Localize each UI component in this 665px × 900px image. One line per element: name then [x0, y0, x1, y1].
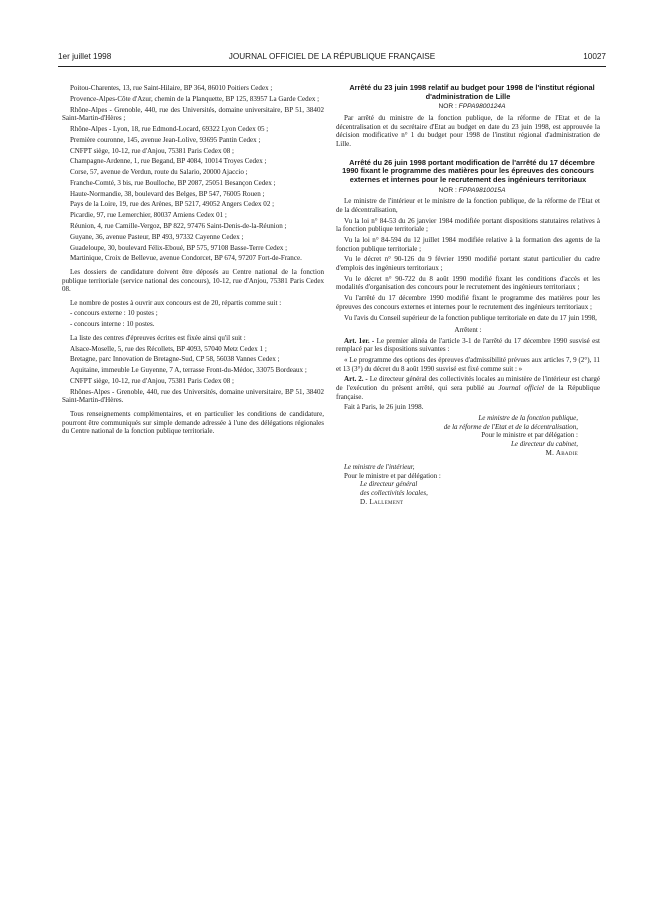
postes-intro: Le nombre de postes à ouvrir aux concours est de 20, répartis comme suit :	[70, 298, 282, 307]
address-item: Rhône-Alpes - Grenoble, 440, rue des Universités, domaine universitaire, BP 51, 38402 Saint-Martin-d'Hères ;	[62, 105, 324, 123]
article-2	[336, 375, 600, 401]
article-2-journal: Journal officiel	[498, 384, 544, 393]
postes-item: - concours interne : 10 postes.	[70, 320, 155, 329]
signature-1-pour: Pour le ministre et par délégation :	[481, 431, 578, 440]
article-2-end: de la République française.	[336, 384, 600, 401]
centre-item: Bretagne, parc Innovation de Bretagne-Sud, CP 58, 56038 Vannes Cedex ;	[70, 355, 280, 364]
address-item: Poitou-Charentes, 13, rue Saint-Hilaire, BP 364, 86010 Poitiers Cedex ;	[70, 84, 273, 92]
header-page-number: 10027	[583, 52, 606, 61]
address-item: Pays de la Loire, 19, rue des Arènes, BP 5217, 49052 Angers Cedex 02 ;	[70, 200, 275, 209]
article-1-quote: « Le programme des options des épreuves d'admissibilité prévues aux articles 7, 9 (2°), 11 et 13 (3°) du décret du 8 août 1990 susvisé est fixé comme suit : »	[336, 356, 600, 373]
signature-2-role: Le directeur général	[360, 480, 418, 489]
signature-1-line: de la réforme de l'Etat et de la décentralisation,	[443, 422, 578, 431]
arrete2-preamble: Le ministre de l'intérieur et le ministre de la fonction publique, de la réforme de l'Etat et de la décentralisation,	[336, 197, 600, 214]
address-item: Réunion, 4, rue Camille-Vergoz, BP 822, 97476 Saint-Denis-de-la-Réunion ;	[70, 221, 287, 230]
centre-item: CNFPT siège, 10-12, rue d'Anjou, 75381 Paris Cedex 08 ;	[70, 376, 234, 385]
centre-item: Alsace-Moselle, 5, rue des Récollets, BP 4093, 57040 Metz Cedex 1 ;	[70, 344, 267, 353]
signature-block-1	[336, 414, 600, 457]
nor-label: NOR :	[438, 103, 457, 111]
article-1	[336, 337, 600, 354]
visa-item: Vu l'arrêté du 17 décembre 1990 modifié fixant le programme des matières pour les épreuves des concours externes et internes pour le recrutement des ingénieurs territoriaux ;	[336, 294, 600, 311]
signature-1-role: Le directeur du cabinet,	[510, 440, 578, 448]
address-item: Corse, 57, avenue de Verdun, route du Salario, 20000 Ajaccio ;	[70, 168, 248, 177]
article-2-label: Art. 2. -	[344, 375, 368, 384]
article-1-text: Le premier alinéa de l'article 3-1 de l'arrêté du 17 décembre 1990 susvisé est remplacé par les dispositions suivantes :	[336, 336, 600, 354]
nor-label: NOR :	[438, 186, 457, 194]
article-1-label: Art. 1er. -	[344, 336, 375, 345]
address-item: Provence-Alpes-Côte d'Azur, chemin de la Planquette, BP 125, 83957 La Garde Cedex ;	[70, 94, 320, 103]
address-item: Première couronne, 145, avenue Jean-Lolive, 93695 Pantin Cedex ;	[70, 135, 261, 144]
left-column	[62, 84, 324, 438]
signature-2-role: des collectivités locales,	[360, 488, 428, 497]
arrete1-nor	[336, 103, 600, 112]
arrete1-body: Par arrêté du ministre de la fonction publique, de la réforme de l'Etat et de la décentralisation et du secrétaire d'Etat au budget en date du 23 juin 1998, est approuvée la décision modificative n° 1 du budget pour 1998 de l'institut régional d'administration de Lille.	[336, 114, 600, 148]
address-item: Picardie, 97, rue Lemerchier, 80037 Amiens Cedex 01 ;	[70, 211, 227, 220]
address-item: Rhône-Alpes - Lyon, 18, rue Edmond-Locard, 69322 Lyon Cedex 05 ;	[70, 124, 269, 133]
signature-2-name: D. Lallement	[360, 497, 404, 506]
address-item: Haute-Normandie, 38, boulevard des Belges, BP 547, 76005 Rouen ;	[70, 189, 265, 198]
address-item: Martinique, Croix de Bellevue, avenue Condorcet, BP 674, 97207 Fort-de-France.	[70, 254, 302, 263]
signature-2-pour: Pour le ministre et par délégation :	[344, 471, 441, 480]
address-item: Guyane, 36, avenue Pasteur, BP 493, 97332 Cayenne Cedex ;	[70, 232, 244, 241]
dossiers-paragraph: Les dossiers de candidature doivent être déposés au Centre national de la fonction publique territoriale (service national des concours), 10-12, rue d'Anjou, 75381 Paris Cedex 08.	[62, 267, 324, 294]
signature-1-line: Le ministre de la fonction publique,	[478, 414, 578, 423]
renseignements-paragraph: Tous renseignements complémentaires, et en particulier les conditions de candidature, pourront être communiqués sur simple demande adressée à l'une des délégations régionales du Centre national de la fonction publique territoriale.	[62, 409, 324, 436]
address-item: Champagne-Ardenne, 1, rue Begand, BP 4084, 10014 Troyes Cedex ;	[70, 157, 267, 166]
signature-1-name: M. Abadie	[545, 448, 578, 457]
postes-item: - concours externe : 10 postes ;	[70, 309, 158, 318]
visa-item: Vu le décret n° 90-126 du 9 février 1990 modifié portant statut particulier du cadre d'emplois des ingénieurs territoriaux ;	[336, 255, 600, 272]
fait-line: Fait à Paris, le 26 juin 1998.	[344, 403, 424, 412]
signature-block-2	[336, 463, 600, 506]
page-header	[58, 52, 606, 67]
nor-code: FPPA9810015A	[458, 186, 506, 194]
right-column	[336, 84, 600, 506]
arrete2-title: Arrêté du 26 juin 1998 portant modification de l'arrêté du 17 décembre 1990 fixant le programme des matières pour les épreuves des concours externes et internes pour le recrutement des ingénieurs territoriaux	[342, 157, 595, 184]
visa-item: Vu la loi n° 84-594 du 12 juillet 1984 modifiée relative à la formation des agents de la fonction publique territoriale ;	[336, 236, 600, 253]
centre-item: Aquitaine, immeuble Le Guyenne, 7 A, terrasse Front-du-Médoc, 33075 Bordeaux ;	[70, 366, 307, 375]
address-item: CNFPT siège, 10-12, rue d'Anjou, 75381 Paris Cedex 08 ;	[70, 146, 234, 155]
signature-2-line: Le ministre de l'intérieur,	[344, 463, 415, 472]
address-item: Guadeloupe, 30, boulevard Félix-Eboué, BP 575, 97108 Basse-Terre Cedex ;	[70, 243, 288, 252]
address-item: Franche-Comté, 3 bis, rue Boulloche, BP 2087, 25051 Besançon Cedex ;	[70, 178, 276, 187]
arrete2-nor	[336, 187, 600, 196]
arrete1-title: Arrêté du 23 juin 1998 relatif au budget pour 1998 de l'institut régional d'administration de Lille	[349, 83, 595, 101]
visa-item: Vu l'avis du Conseil supérieur de la fonction publique territoriale en date du 17 juin 1998,	[344, 313, 597, 322]
visa-item: Vu le décret n° 90-722 du 8 août 1990 modifié fixant les conditions d'accès et les modalités d'organisation des concours pour le recrutement des ingénieurs territoriaux ;	[336, 274, 600, 292]
article-2-text: Le directeur général des collectivités locales au ministère de l'intérieur est chargé de l'exécution du présent arrêté, qui sera publié au	[336, 375, 601, 393]
centre-item: Rhônes-Alpes - Grenoble, 440, rue des Universités, domaine universitaire, BP 51, 38402 Saint-Martin-d'Hères.	[62, 387, 324, 405]
centres-intro: La liste des centres d'épreuves écrites est fixée ainsi qu'il suit :	[70, 333, 246, 342]
nor-code: FPPA9800124A	[458, 103, 506, 111]
address-list	[62, 84, 324, 263]
arretent-heading: Arrêtent :	[454, 326, 482, 335]
header-date: 1er juillet 1998	[58, 52, 112, 61]
header-publication: JOURNAL OFFICIEL DE LA RÉPUBLIQUE FRANÇAISE	[228, 52, 436, 61]
visa-item: Vu la loi n° 84-53 du 26 janvier 1984 modifiée portant dispositions statutaires relatives à la fonction publique territoriale ;	[336, 216, 600, 234]
